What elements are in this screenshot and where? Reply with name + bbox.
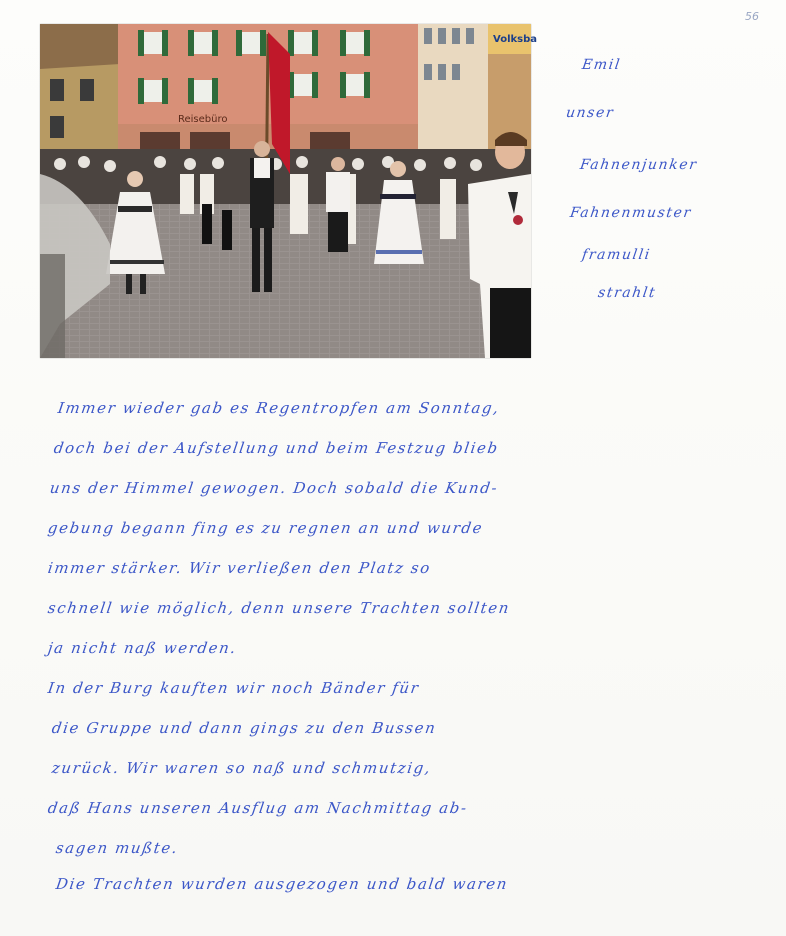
body-line: ja nicht naß werden. — [46, 639, 239, 657]
body-line: daß Hans unseren Ausflug am Nachmittag ab- — [46, 799, 469, 817]
page-number: 56 — [745, 10, 759, 23]
reisebuero-sign: Reisebüro — [178, 114, 228, 125]
body-line: Die Trachten wurden ausgezogen und bald waren — [54, 875, 510, 893]
parade-photo — [40, 24, 537, 358]
caption-line: strahlt — [596, 285, 658, 301]
body-line: schnell wie möglich, denn unsere Trachten sollten — [46, 599, 512, 617]
body-line: In der Burg kauften wir noch Bänder für — [46, 679, 421, 697]
body-line: zurück. Wir waren so naß und schmutzig, — [50, 759, 433, 777]
volksbank-sign: Volksba — [493, 34, 537, 45]
caption-line: Fahnenjunker — [578, 157, 699, 173]
caption-line: Fahnenmuster — [568, 205, 693, 221]
caption-line: Emil — [580, 57, 622, 73]
right-building — [418, 24, 488, 159]
body-line: gebung begann fing es zu regnen an und wurde — [46, 519, 485, 537]
body-line: die Gruppe und dann gings zu den Bussen — [50, 719, 438, 737]
body-line: immer stärker. Wir verließen den Platz so — [46, 559, 433, 577]
parade-scene — [40, 24, 537, 358]
body-line: Immer wieder gab es Regentropfen am Sonntag, — [56, 399, 501, 417]
body-line: sagen mußte. — [54, 839, 180, 857]
caption-line: framulli — [580, 247, 652, 263]
body-line: doch bei der Aufstellung und beim Festzug blieb — [52, 439, 501, 457]
caption-line: unser — [564, 105, 616, 121]
body-line: uns der Himmel gewogen. Doch sobald die Kund- — [48, 479, 500, 497]
